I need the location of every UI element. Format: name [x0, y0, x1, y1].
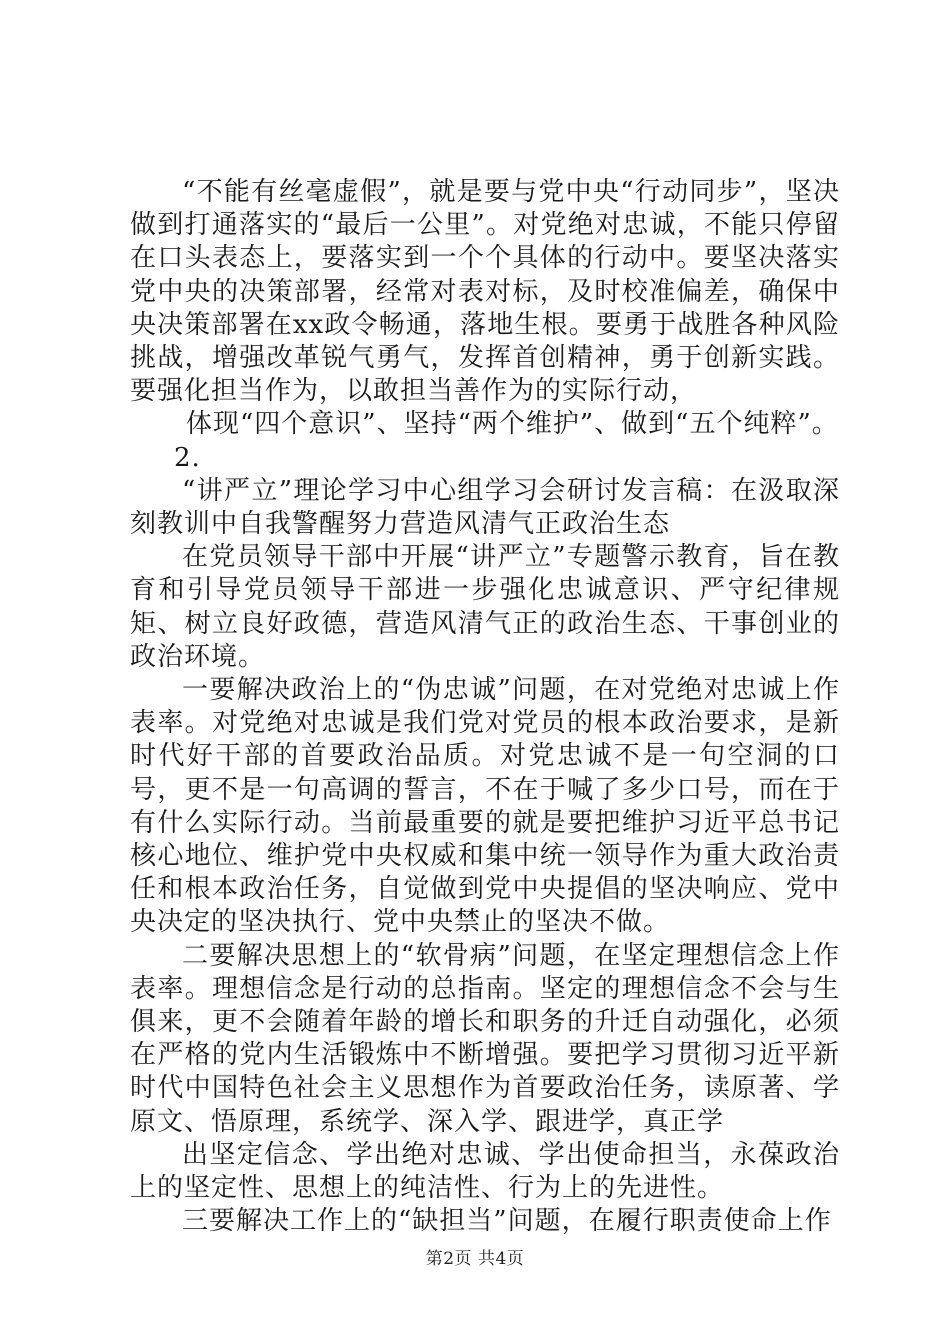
paragraph-four-consciousness: 体现“四个意识”、坚持“两个维护”、做到“五个纯粹”。: [186, 409, 839, 440]
paragraph-no-falsehood: “不能有丝毫虚假”，就是要与党中央“行动同步”，坚决做到打通落实的“最后一公里”。对党绝对忠诚，不能只停留在口头表态上，要落实到一个个具体的行动中。要坚决落实党中央的决策部署，经常对表对标，及时校准偏差，确保中央决策部署在xx政令畅通，落地生根。要勇于战胜各种风险挑战，增强改革锐气勇气，发挥首创精神，勇于创新实践。要强化担当作为，以敢担当善作为的实际行动，: [130, 177, 840, 407]
paragraph-point-one: 一要解决政治上的“伪忠诚”问题，在对党绝对忠诚上作表率。对党绝对忠诚是我们党对党员的根本政治要求，是新时代好干部的首要政治品质。对党忠诚不是一句空洞的口号，更不是一句高调的誓言，不在于喊了多少口号，而在于有什么实际行动。当前最重要的就是要把维护习近平总书记核心地位、维护党中央权威和集中统一领导作为重大政治责任和根本政治任务，自觉做到党中央提倡的坚决响应、党中央决定的坚决执行、党中央禁止的坚决不做。: [130, 675, 840, 938]
paragraph-point-three: 三要解决工作上的“缺担当”问题，在履行职责使命上作: [182, 1206, 832, 1237]
paragraph-point-two-continued: 出坚定信念、学出绝对忠诚、学出使命担当，永葆政治上的坚定性、思想上的纯洁性、行为上的先进性。: [130, 1139, 840, 1204]
paragraph-point-two: 二要解决思想上的“软骨病”问题，在坚定理想信念上作表率。理想信念是行动的总指南。坚定的理想信念不会与生俱来，更不会随着年龄的增长和职务的升迁自动强化，必须在严格的党内生活锻炼中不断增强。要把学习贯彻习近平新时代中国特色社会主义思想作为首要政治任务，读原著、学原文、悟原理，系统学、深入学、跟进学，真正学: [130, 940, 840, 1137]
document-body: [130, 176, 840, 1239]
page-number-footer: 第2页 共4页: [425, 1249, 525, 1269]
paragraph-intro: 在党员领导干部中开展“讲严立”专题警示教育，旨在教育和引导党员领导干部进一步强化忠诚意识、严守纪律规矩、树立良好政德，营造风清气正的政治生态、干事创业的政治环境。: [130, 542, 840, 672]
section-title: “讲严立”理论学习中心组学习会研讨发言稿：在汲取深刻教训中自我警醒努力营造风清气正政治生态: [130, 475, 840, 540]
section-number: 2.: [174, 442, 201, 473]
